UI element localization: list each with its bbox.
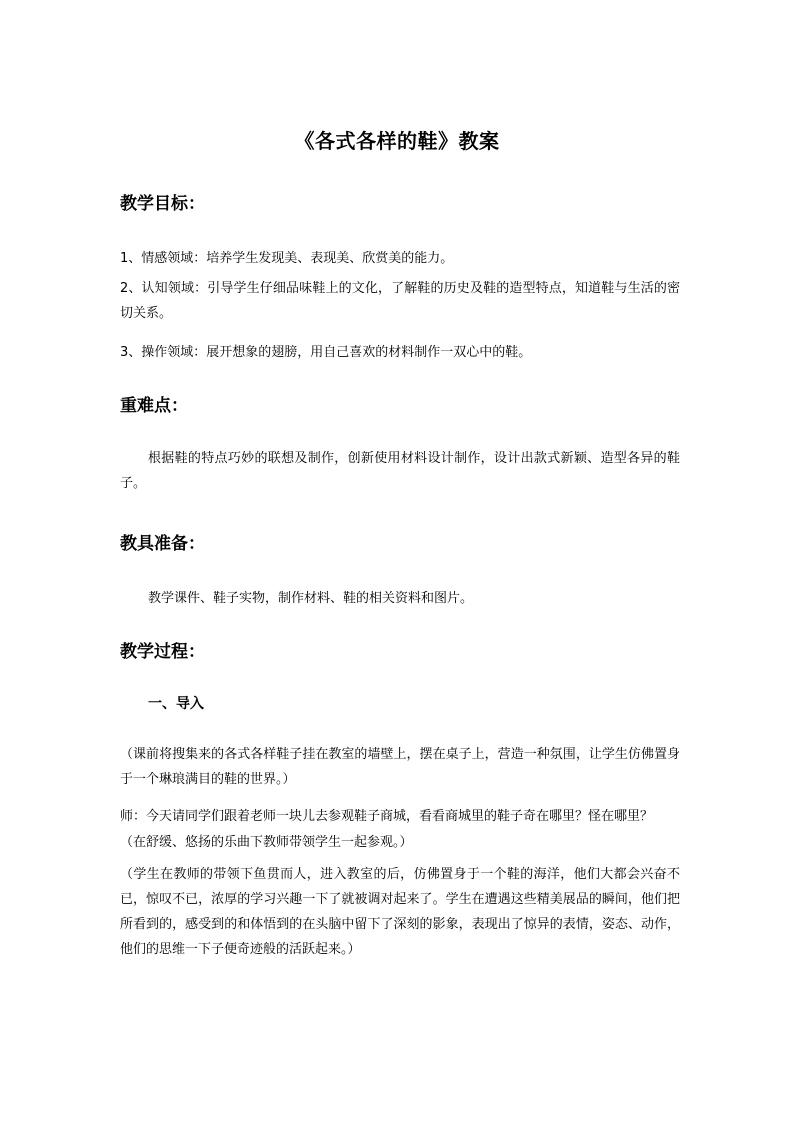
materials-heading: 教具准备： xyxy=(120,534,205,554)
key-points-text: 根据鞋的特点巧妙的联想及制作，创新使用材料设计制作，设计出款式新颖、造型各异的鞋子。 xyxy=(120,451,680,491)
key-points-heading: 重难点： xyxy=(120,396,188,416)
process-heading: 教学过程： xyxy=(120,642,205,662)
objective-item-3: 3、操作领域：展开想象的翅膀，用自己喜欢的材料制作一双心中的鞋。 xyxy=(120,345,532,360)
objective-item-2: 2、认知领域：引导学生仔细品味鞋上的文化，了解鞋的历史及鞋的造型特点，知道鞋与生活的密切关系。 xyxy=(120,281,680,321)
process-paragraph-1: （课前将搜集来的各式各样鞋子挂在教室的墙壁上，摆在桌子上，营造一种氛围，让学生仿佛置身于一个琳琅满目的鞋的世界。） xyxy=(120,747,680,787)
process-paragraph-3: （在舒缓、悠扬的乐曲下教师带领学生一起参观。） xyxy=(120,835,413,850)
materials-text: 教学课件、鞋子实物，制作材料、鞋的相关资料和图片。 xyxy=(148,591,474,606)
process-paragraph-4: （学生在教师的带领下鱼贯而人，进入教室的后，仿佛置身于一个鞋的海洋，他们大都会兴奋不已，惊叹不已，浓厚的学习兴趣一下了就被调对起来了。学生在遭遇这些精美展品的瞬间，他们把所看到的，感受到的和体悟到的在头脑中留下了深刻的影象，表现出了惊异的表情，姿态、动作，他们的思维一下子便奇迹般的活跃起来。） xyxy=(120,867,680,957)
objectives-heading: 教学目标： xyxy=(120,194,205,214)
process-paragraph-2: 师：今天请同学们跟着老师一块儿去参观鞋子商城，看看商城里的鞋子奇在哪里？怪在哪里？ xyxy=(120,809,654,824)
document-title: 《各式各样的鞋》教案 xyxy=(294,129,500,153)
objective-item-1: 1、情感领域：培养学生发现美、表现美、欣赏美的能力。 xyxy=(120,251,454,266)
step-1-title: 一、导入 xyxy=(148,696,204,712)
